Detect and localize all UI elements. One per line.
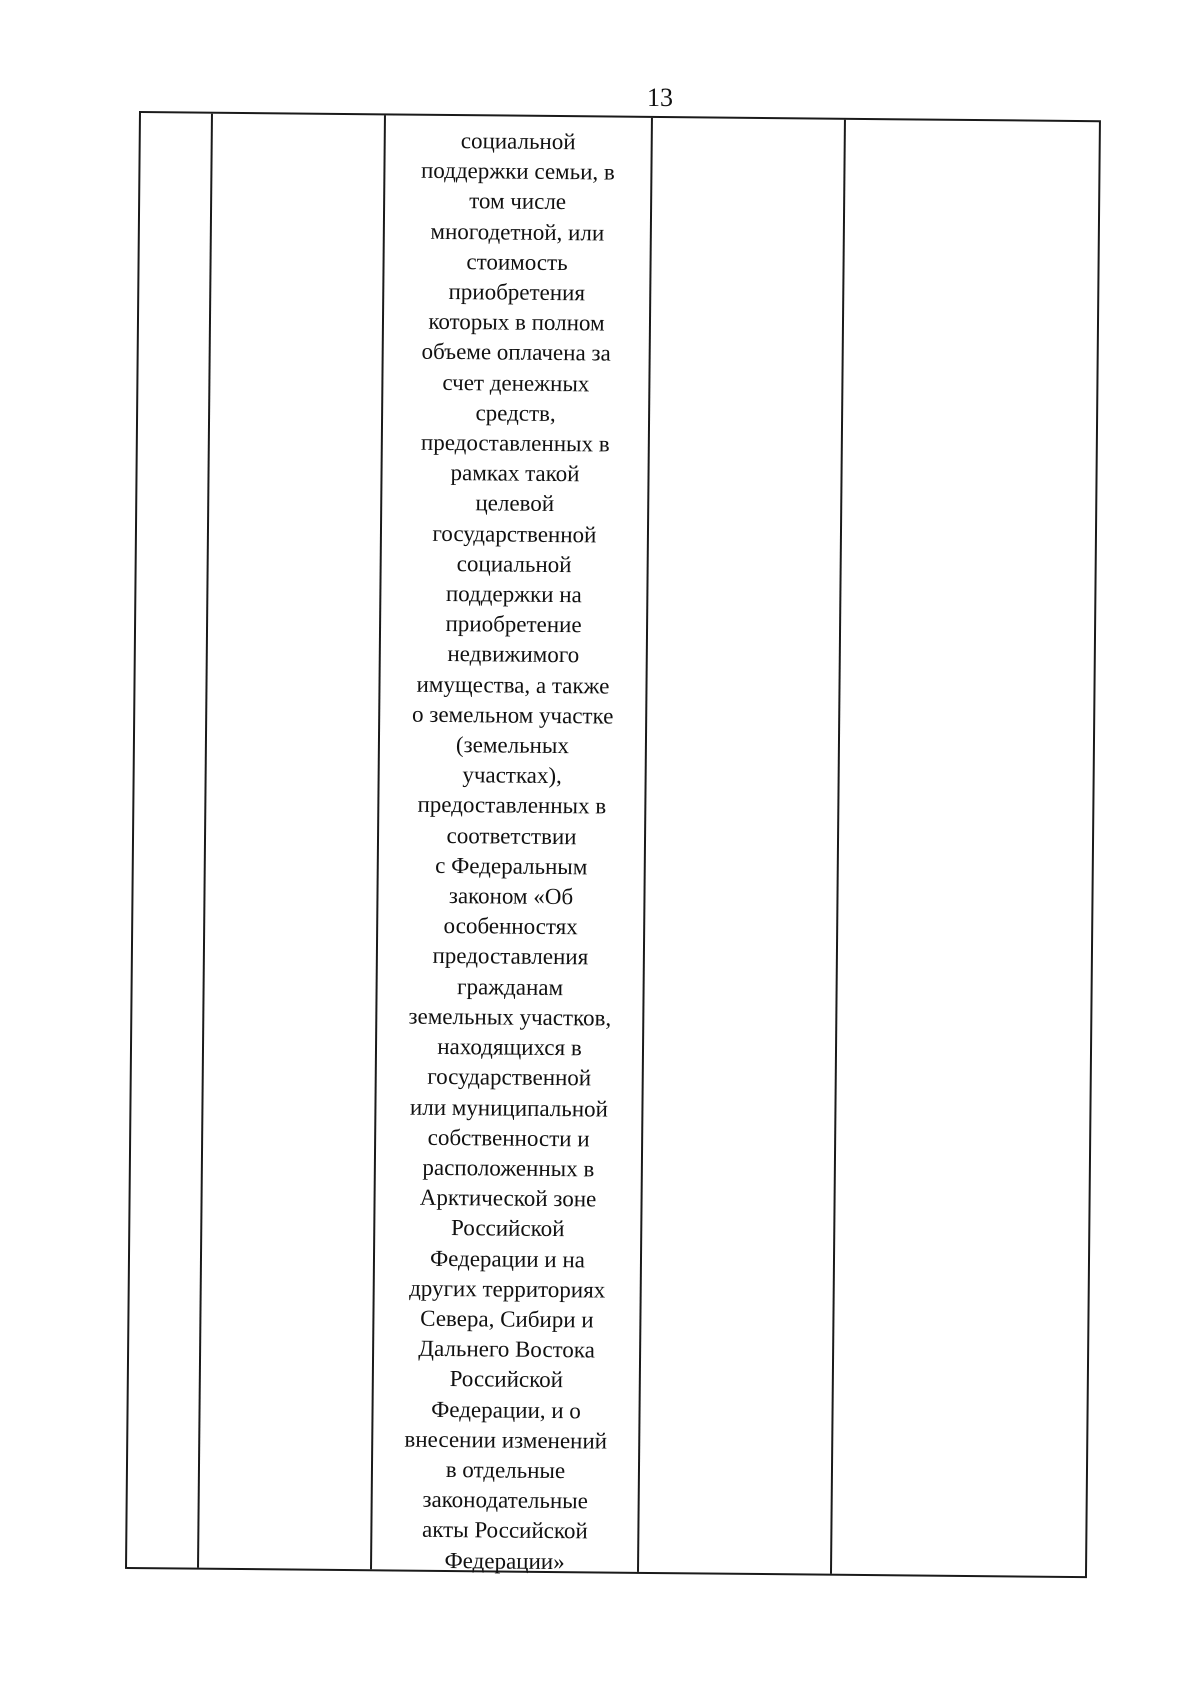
column-divider [197, 114, 213, 1568]
table-cell-text: социальной поддержки семьи, в том числе многодетной, или стоимость приобретения которых в полном объеме оплачена за счет денежных средств, предоставленных в рамках такой целевой государственной социальной поддержки на приобретение недвижимого имущества, а также о земельном участке (земельных участках), предоставленных в соответствии с Федеральным законом «Об особенностях предоставления гражданам земельных участков, находящихся в государственной или муниципальной собственности и расположенных в Арктической зоне Российской Федерации и на других территориях Севера, Сибири и Дальнего Востока Российской Федерации, и о внесении изменений в отдельные законодательные акты Российской Федерации» [404, 128, 615, 1574]
page-number: 13 [647, 83, 673, 112]
document-table [125, 111, 1101, 1578]
column-divider [830, 120, 846, 1574]
